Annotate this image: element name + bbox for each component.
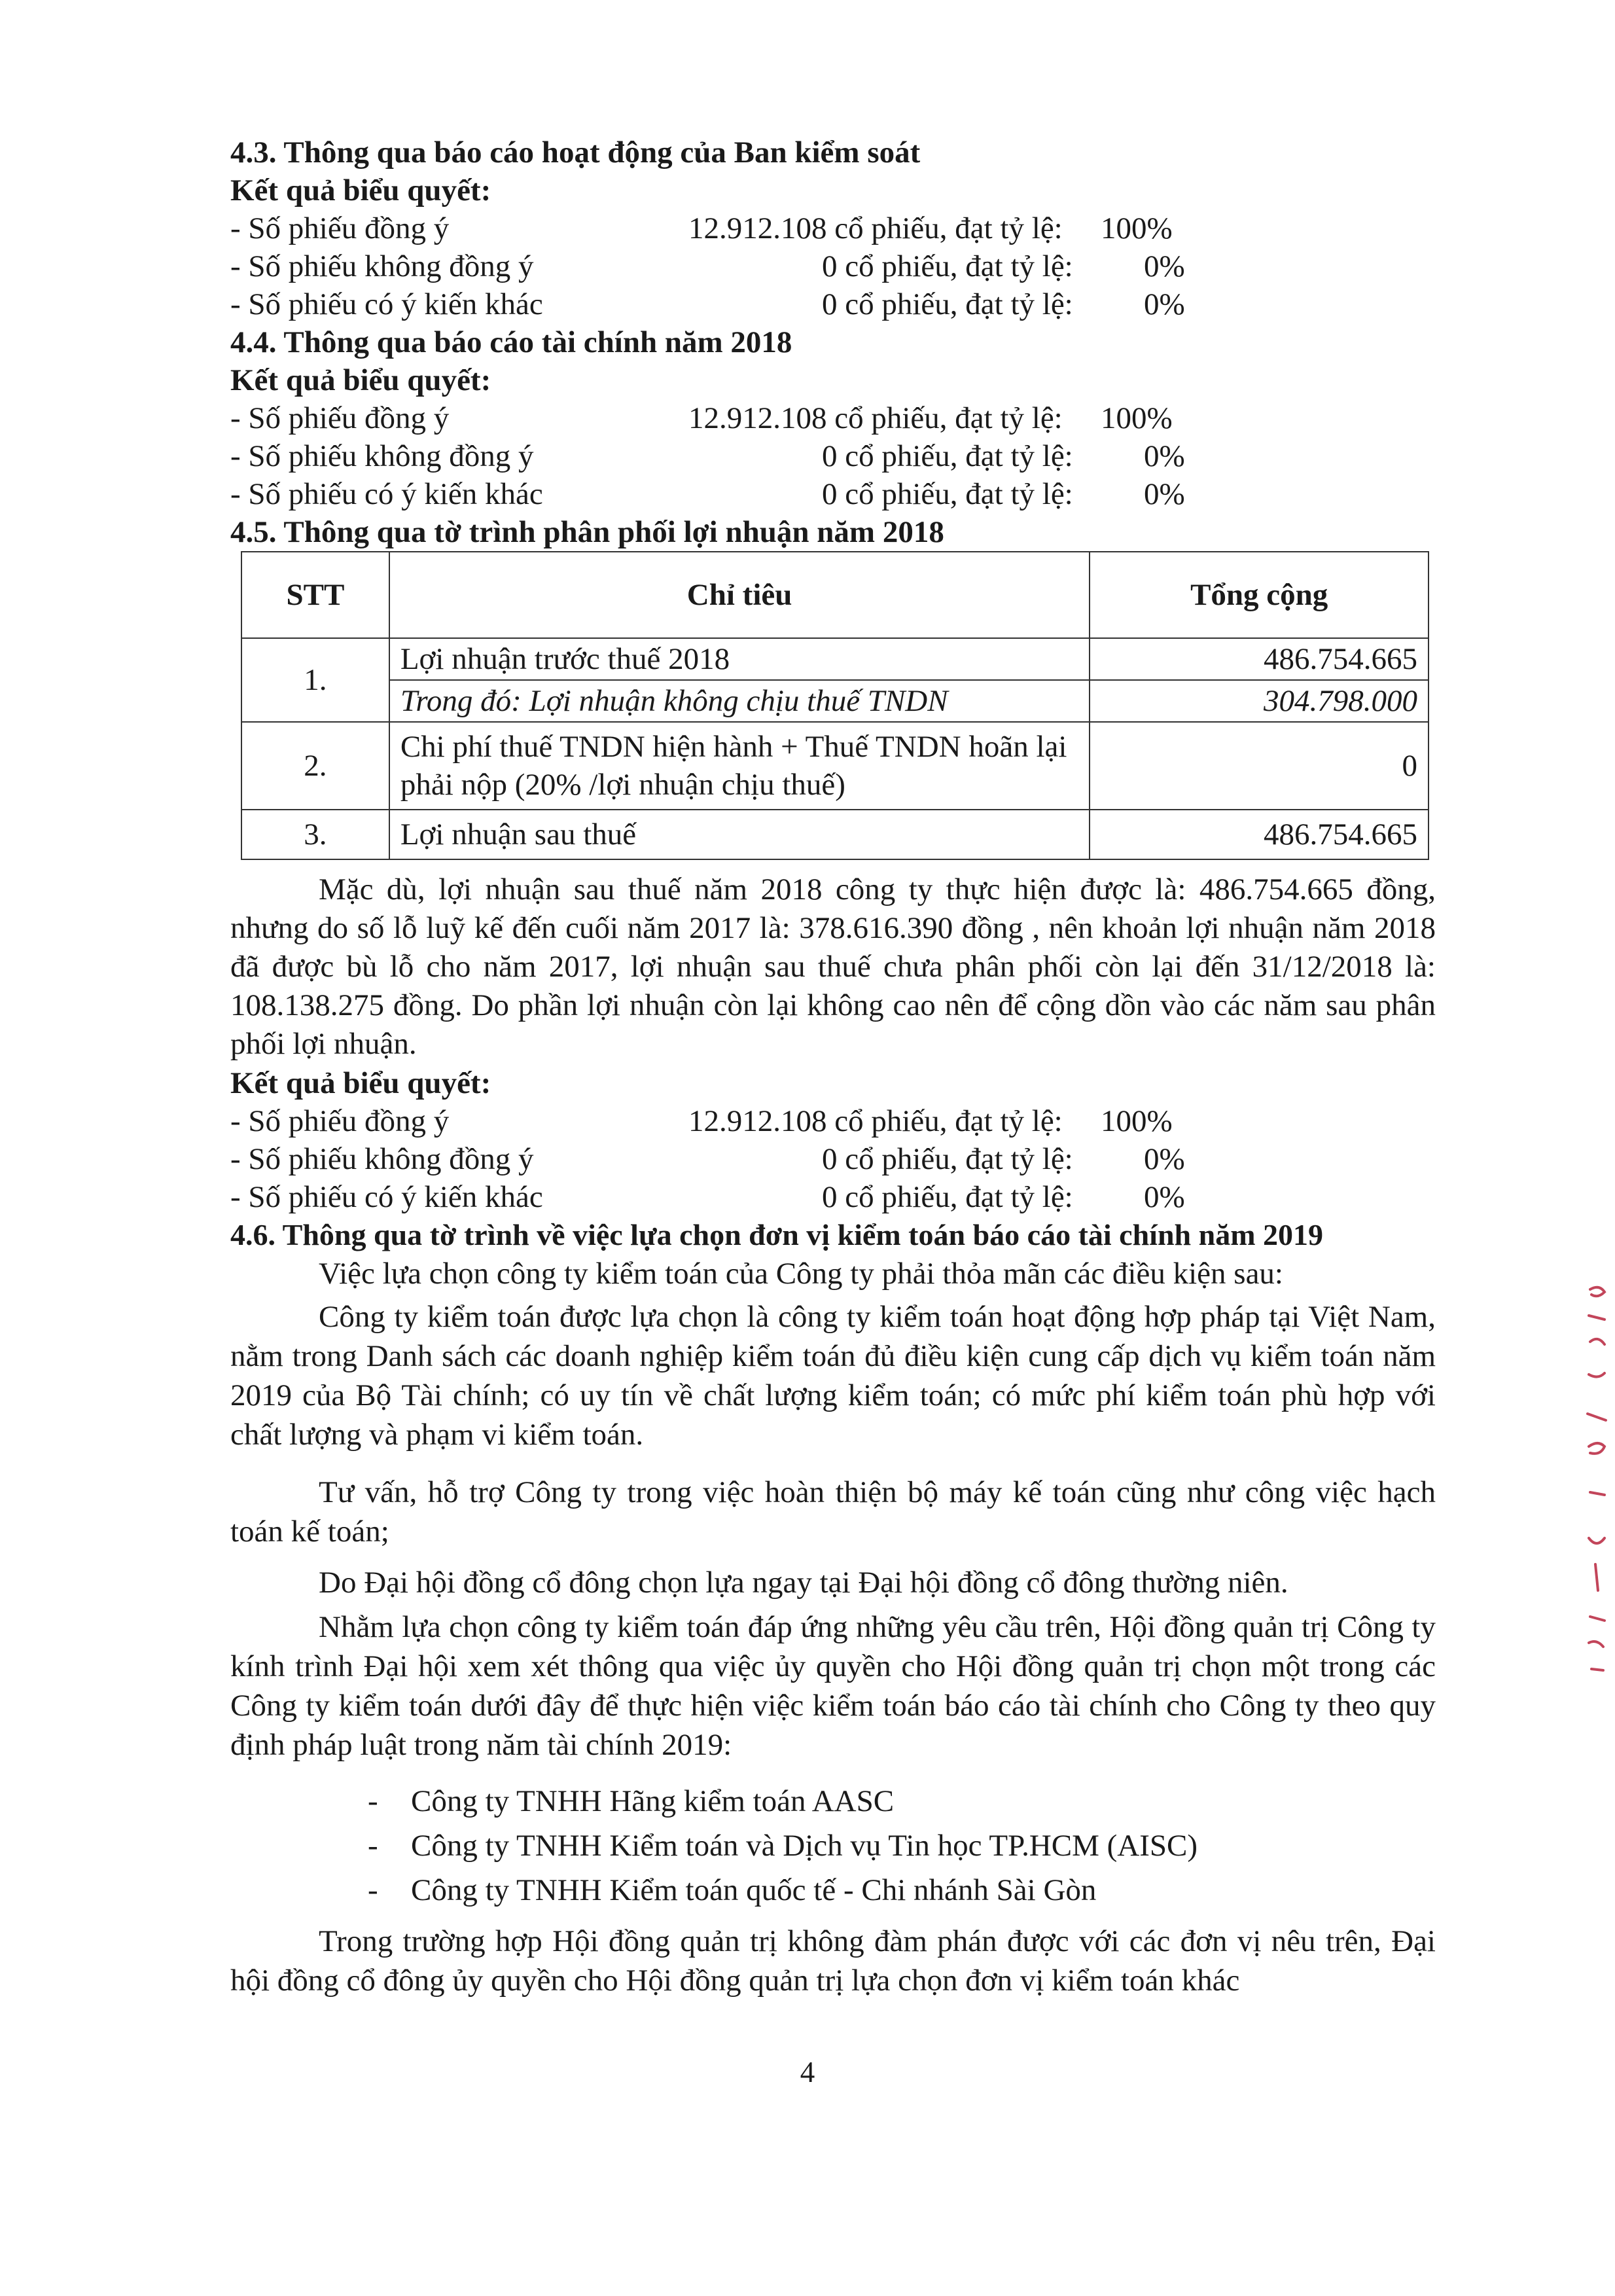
table-row [241,810,1429,859]
vote-shares: 12.912.108 cổ phiếu, đạt tỷ lệ: [688,401,1063,435]
stamp-fragment-icon [1584,1276,1610,1682]
column-header: STT [241,552,389,638]
paragraph-text: Trong trường hợp Hội đồng quản trị không đàm phán được với các đơn vị nêu trên, Đại hội đồng cổ đông ủy quyền cho Hội đồng quản trị lựa chọn đơn vị kiểm toán khác [230,1924,1436,1998]
table-row [241,680,1429,722]
paragraph-text: Mặc dù, lợi nhuận sau thuế năm 2018 công ty thực hiện được là: 486.754.665 đồng, nhưng do số lỗ luỹ kế đến cuối năm 2017 là: 378.616.390 đồng , nên khoản lợi nhuận năm 2018 đã được bù lỗ cho năm 2017, lợi nhuận sau thuế chưa phân phối còn lại đến 31/12/2018 là: 108.138.275 đồng. Do phần lợi nhuận còn lại không cao nên để cộng dồn vào các năm sau phân phối lợi nhuận. [230,872,1436,1061]
vote-label: - Số phiếu có ý kiến khác [230,1180,543,1214]
bullet-dash: - [368,1784,378,1818]
paragraph [230,1473,1436,1551]
section-4-5-heading: 4.5. Thông qua tờ trình phân phối lợi nhuận năm 2018 [230,515,944,549]
vote-result-label: Kết quả biểu quyết: [230,1066,491,1100]
paragraph-text: Do Đại hội đồng cổ đông chọn lựa ngay tại Đại hội đồng cổ đông thường niên. [319,1566,1288,1600]
paragraph [230,1922,1436,2000]
table-cell-item: Chi phí thuế TNDN hiện hành + Thuế TNDN hoãn lại phải nộp (20% /lợi nhuận chịu thuế) [389,722,1090,810]
vote-result-label: Kết quả biểu quyết: [230,173,491,207]
vote-label: - Số phiếu có ý kiến khác [230,287,543,321]
paragraph [230,1607,1436,1765]
table-cell-value: 0 [1090,722,1429,810]
table-cell-stt: 2. [241,722,389,810]
bullet-dash: - [368,1829,378,1863]
vote-shares: 0 cổ phiếu, đạt tỷ lệ: [822,287,1073,321]
vote-shares: 0 cổ phiếu, đạt tỷ lệ: [822,1142,1073,1176]
paragraph-text: Công ty kiểm toán được lựa chọn là công ty kiểm toán hoạt động hợp pháp tại Việt Nam, nằm trong Danh sách các doanh nghiệp kiểm toán đủ điều kiện cung cấp dịch vụ kiểm toán năm 2019 của Bộ Tài chính; có uy tín về chất lượng kiểm toán; có mức phí kiểm toán phù hợp với chất lượng và phạm vi kiểm toán. [230,1300,1436,1452]
column-header: Chỉ tiêu [389,552,1090,638]
vote-rate: 0% [1144,439,1185,473]
vote-label: - Số phiếu đồng ý [230,211,450,245]
vote-shares: 0 cổ phiếu, đạt tỷ lệ: [822,477,1073,511]
table-cell-item: Lợi nhuận trước thuế 2018 [389,638,1090,680]
vote-label: - Số phiếu không đồng ý [230,439,534,473]
paragraph [230,1254,1436,1293]
table-cell-value: 486.754.665 [1090,810,1429,859]
vote-rate: 100% [1101,211,1173,245]
table-row [241,722,1429,810]
vote-shares: 12.912.108 cổ phiếu, đạt tỷ lệ: [688,211,1063,245]
auditor-list-item: Công ty TNHH Hãng kiểm toán AASC [411,1784,895,1818]
vote-label: - Số phiếu không đồng ý [230,249,534,283]
paragraph-text: Nhằm lựa chọn công ty kiểm toán đáp ứng những yêu cầu trên, Hội đồng quản trị Công ty kính trình Đại hội xem xét thông qua việc ủy quyền cho Hội đồng quản trị chọn một trong các Công ty kiểm toán dưới đây để thực hiện việc kiểm toán báo cáo tài chính cho Công ty theo quy định pháp luật trong năm tài chính 2019: [230,1610,1436,1762]
paragraph [230,1563,1436,1602]
paragraph [230,1297,1436,1454]
vote-rate: 0% [1144,1180,1185,1214]
vote-shares: 12.912.108 cổ phiếu, đạt tỷ lệ: [688,1104,1063,1138]
profit-explanation-paragraph [230,870,1436,1064]
table-cell-value: 486.754.665 [1090,638,1429,680]
page-number: 4 [800,2056,815,2089]
vote-label: - Số phiếu đồng ý [230,1104,450,1138]
table-cell-stt: 1. [241,638,389,722]
auditor-list-item: Công ty TNHH Kiểm toán quốc tế - Chi nhánh Sài Gòn [411,1873,1097,1907]
table-cell-stt: 3. [241,810,389,859]
vote-result-label: Kết quả biểu quyết: [230,363,491,397]
vote-shares: 0 cổ phiếu, đạt tỷ lệ: [822,439,1073,473]
vote-label: - Số phiếu không đồng ý [230,1142,534,1176]
bullet-dash: - [368,1873,378,1907]
paragraph-text: Tư vấn, hỗ trợ Công ty trong việc hoàn thiện bộ máy kế toán cũng như công việc hạch toán kế toán; [230,1475,1436,1549]
vote-label: - Số phiếu có ý kiến khác [230,477,543,511]
table-cell-item: Trong đó: Lợi nhuận không chịu thuế TNDN [389,680,1090,722]
section-4-3-heading: 4.3. Thông qua báo cáo hoạt động của Ban kiểm soát [230,135,921,170]
vote-rate: 0% [1144,287,1185,321]
vote-shares: 0 cổ phiếu, đạt tỷ lệ: [822,1180,1073,1214]
column-header: Tổng cộng [1090,552,1429,638]
table-row [241,638,1429,680]
vote-rate: 0% [1144,1142,1185,1176]
vote-label: - Số phiếu đồng ý [230,401,450,435]
section-4-4-heading: 4.4. Thông qua báo cáo tài chính năm 2018 [230,325,792,359]
paragraph-text: Việc lựa chọn công ty kiểm toán của Công ty phải thỏa mãn các điều kiện sau: [319,1257,1283,1291]
table-header-row [241,552,1429,638]
table-cell-value: 304.798.000 [1090,680,1429,722]
vote-rate: 0% [1144,477,1185,511]
table-cell-item: Lợi nhuận sau thuế [389,810,1090,859]
auditor-list-item: Công ty TNHH Kiểm toán và Dịch vụ Tin học TP.HCM (AISC) [411,1829,1198,1863]
section-4-6-heading: 4.6. Thông qua tờ trình về việc lựa chọn đơn vị kiểm toán báo cáo tài chính năm 2019 [230,1218,1324,1251]
profit-distribution-table [241,551,1429,860]
vote-rate: 100% [1101,1104,1173,1138]
vote-shares: 0 cổ phiếu, đạt tỷ lệ: [822,249,1073,283]
vote-rate: 0% [1144,249,1185,283]
vote-rate: 100% [1101,401,1173,435]
